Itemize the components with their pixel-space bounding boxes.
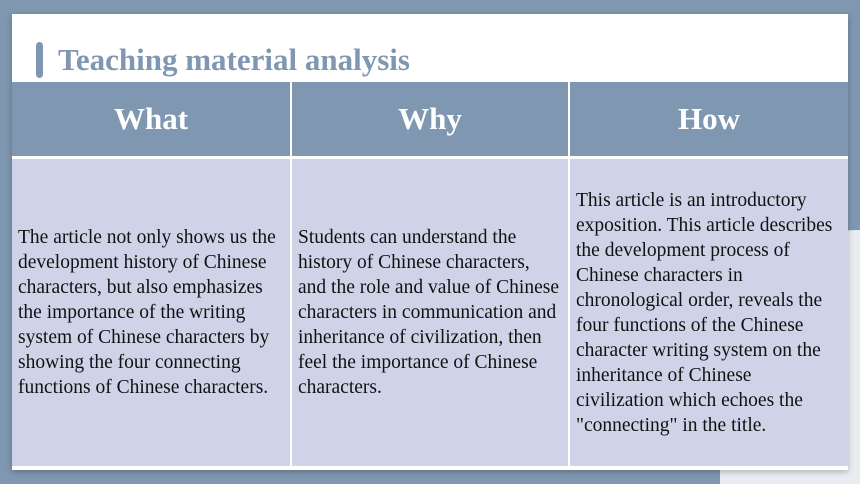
cell-how: This article is an introductory exposition. This article describes the development process of Chinese characters in chronological order, reveals the four functions of the Chinese character writing system on the inheritance of Chinese civilization which echoes the "connecting" in the title. [569, 158, 848, 467]
header-what: What [12, 82, 291, 158]
cell-what: The article not only shows us the development history of Chinese characters, but also emphasizes the importance of the writing system of Chinese characters by showing the four connecting functions of Chinese characters. [12, 158, 291, 467]
table-header-row [12, 82, 848, 158]
table-row [12, 158, 848, 467]
slide-title: Teaching material analysis [58, 42, 410, 77]
title-accent-bar [36, 42, 43, 78]
analysis-table [12, 82, 848, 466]
header-why: Why [291, 82, 569, 158]
cell-why: Students can understand the history of Chinese characters, and the role and value of Chinese characters in communication and inheritance of civilization, then feel the importance of Chinese characters. [291, 158, 569, 467]
header-how: How [569, 82, 848, 158]
